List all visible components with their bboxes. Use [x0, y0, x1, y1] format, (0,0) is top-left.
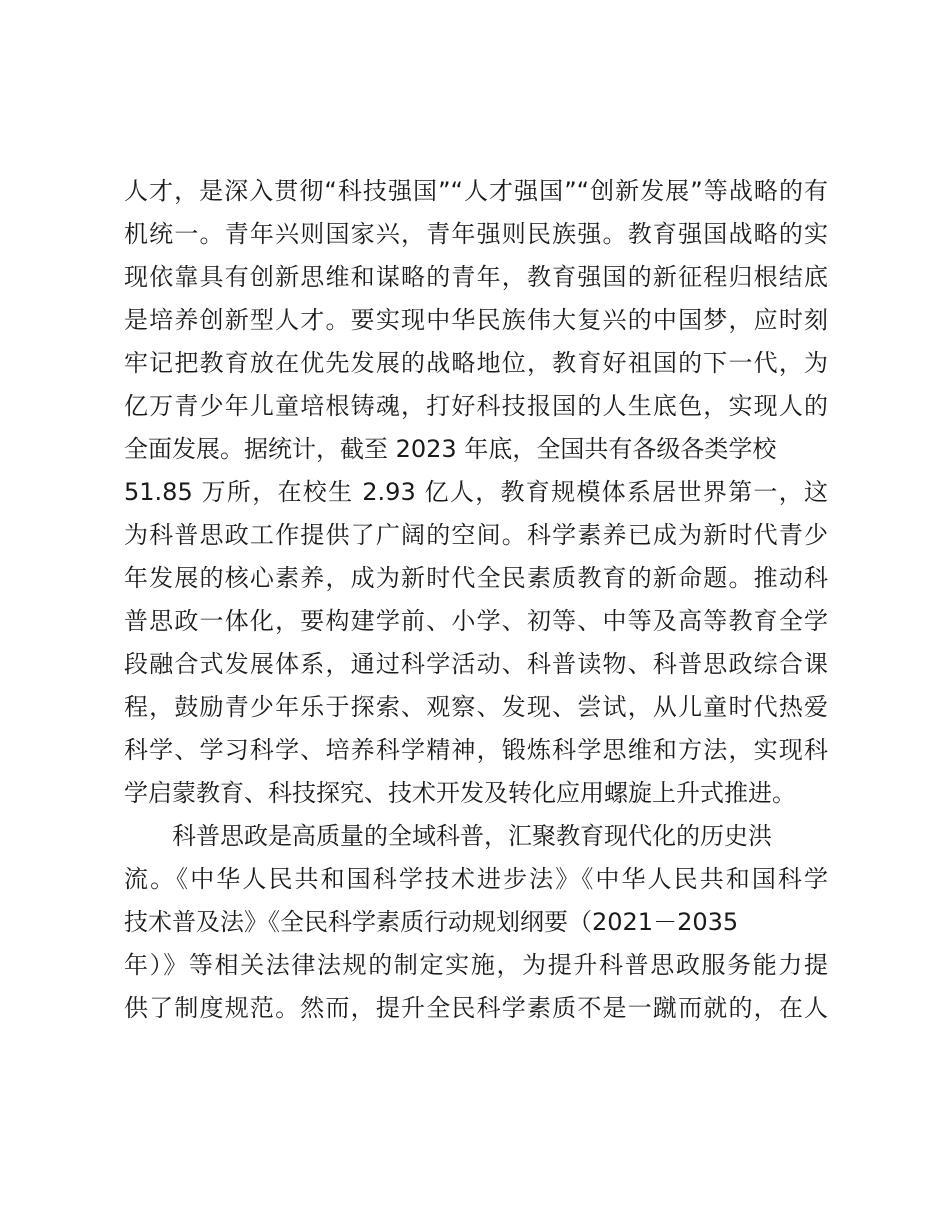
text-line: 为科普思政工作提供了广阔的空间。科学素养已成为新时代青少 — [124, 521, 828, 549]
body-text — [124, 170, 828, 1030]
paragraph-last-line: 学启蒙教育、科技探究、技术开发及转化应用螺旋上升式推进。 — [124, 779, 796, 807]
text-line: 年发展的核心素养，成为新时代全民素质教育的新命题。推动科 — [124, 564, 828, 592]
text-line: 科学、学习科学、培养科学精神，锻炼科学思维和方法，实现科 — [124, 736, 828, 764]
text-line: 亿万青少年儿童培根铸魂，打好科技报国的人生底色，实现人的 — [124, 392, 828, 420]
text-line: 年）》等相关法律法规的制定实施，为提升科普思政服务能力提 — [124, 951, 828, 979]
paragraph-first-line: 科普思政是高质量的全域科普，汇聚教育现代化的历史洪 — [172, 822, 772, 850]
text-line: 普思政一体化，要构建学前、小学、初等、中等及高等教育全学 — [124, 607, 828, 635]
text-line: 流。《中华人民共和国科学技术进步法》《中华人民共和国科学 — [124, 865, 828, 893]
text-line: 全面发展。据统计，截至 2023 年底，全国共有各级各类学校 — [124, 435, 777, 463]
text-line: 程，鼓励青少年乐于探索、观察、发现、尝试，从儿童时代热爱 — [124, 693, 828, 721]
text-line: 机统一。青年兴则国家兴，青年强则民族强。教育强国战略的实 — [124, 220, 828, 248]
text-line: 51.85 万所，在校生 2.93 亿人，教育规模体系居世界第一，这 — [124, 478, 828, 506]
text-line: 人才，是深入贯彻“科技强国”“人才强国”“创新发展”等战略的有 — [124, 177, 828, 205]
text-line: 技术普及法》《全民科学素质行动规划纲要（2021－2035 — [124, 908, 739, 936]
text-line: 现依靠具有创新思维和谋略的青年，教育强国的新征程归根结底 — [124, 263, 828, 291]
text-line: 牢记把教育放在优先发展的战略地位，教育好祖国的下一代，为 — [124, 349, 828, 377]
text-line: 是培养创新型人才。要实现中华民族伟大复兴的中国梦，应时刻 — [124, 306, 828, 334]
text-line: 段融合式发展体系，通过科学活动、科普读物、科普思政综合课 — [124, 650, 828, 678]
text-line: 供了制度规范。然而，提升全民科学素质不是一蹴而就的，在人 — [124, 994, 828, 1022]
